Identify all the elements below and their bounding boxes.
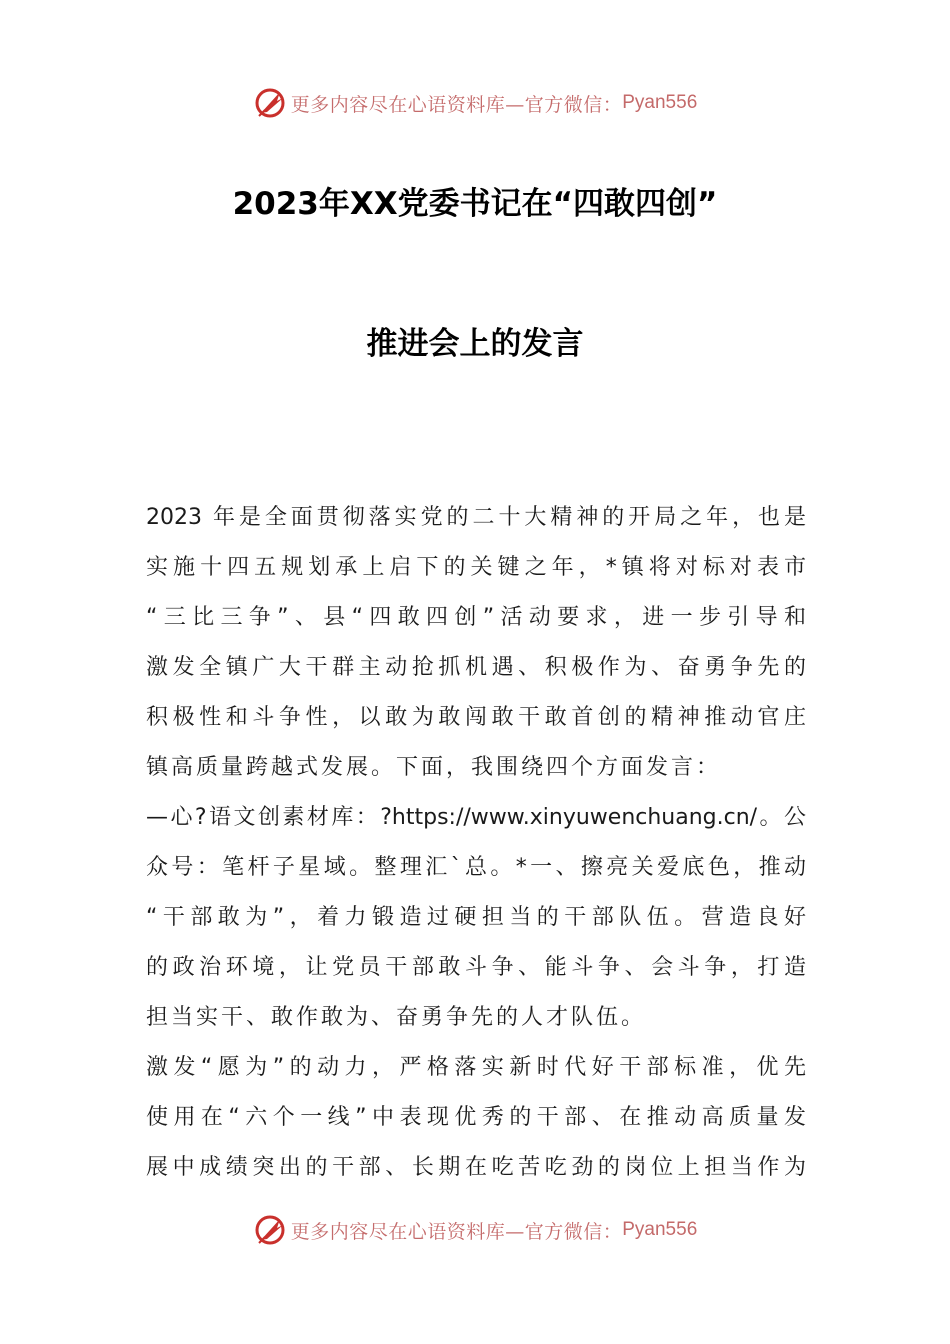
body-line: 2023 年是全面贯彻落实党的二十大精神的开局之年，也是 xyxy=(146,505,806,530)
watermark-footer xyxy=(0,1210,950,1250)
body-line: “干部敢为”，着力锻造过硬担当的干部队伍。营造良好 xyxy=(146,905,806,930)
body-line: 的政治环境，让党员干部敢斗争、能斗争、会斗争，打造 xyxy=(146,955,806,980)
body-line: 使用在“六个一线”中表现优秀的干部、在推动高质量发 xyxy=(146,1105,806,1130)
body-line: 积极性和斗争性，以敢为敢闯敢干敢首创的精神推动官庄 xyxy=(146,705,806,730)
watermark-text: 更多内容尽在心语资料库—官方微信： xyxy=(290,93,623,116)
document-title-line2: 推进会上的发言 xyxy=(366,326,584,362)
body-line: 众号：笔杆子星域。整理汇`总。*一、擦亮关爱底色，推动 xyxy=(146,855,806,880)
watermark-header xyxy=(0,83,950,123)
body-line: 担当实干、敢作敢为、奋勇争先的人才队伍。 xyxy=(146,1005,647,1030)
body-line: 镇高质量跨越式发展。下面，我围绕四个方面发言： xyxy=(146,755,722,780)
quill-logo-icon xyxy=(253,86,287,120)
body-line: “三比三争”、县“四敢四创”活动要求，进一步引导和 xyxy=(146,605,806,630)
body-line: 激发“愿为”的动力，严格落实新时代好干部标准，优先 xyxy=(146,1055,806,1080)
body-line: —心?语文创素材库：?https://www.xinyuwenchuang.cn/。公 xyxy=(146,805,806,830)
quill-logo-icon xyxy=(253,1213,287,1247)
watermark-brand: Pyan556 xyxy=(622,92,698,113)
watermark-brand: Pyan556 xyxy=(622,1219,698,1240)
document-body xyxy=(146,493,806,1193)
body-line: 实施十四五规划承上启下的关键之年，*镇将对标对表市 xyxy=(146,555,806,580)
document-title-line1: 2023年XX党委书记在“四敢四创” xyxy=(232,186,718,222)
body-line: 展中成绩突出的干部、长期在吃苦吃劲的岗位上担当作为 xyxy=(146,1155,806,1180)
watermark-text: 更多内容尽在心语资料库—官方微信： xyxy=(290,1220,623,1243)
body-line: 激发全镇广大干群主动抢抓机遇、积极作为、奋勇争先的 xyxy=(146,655,806,680)
